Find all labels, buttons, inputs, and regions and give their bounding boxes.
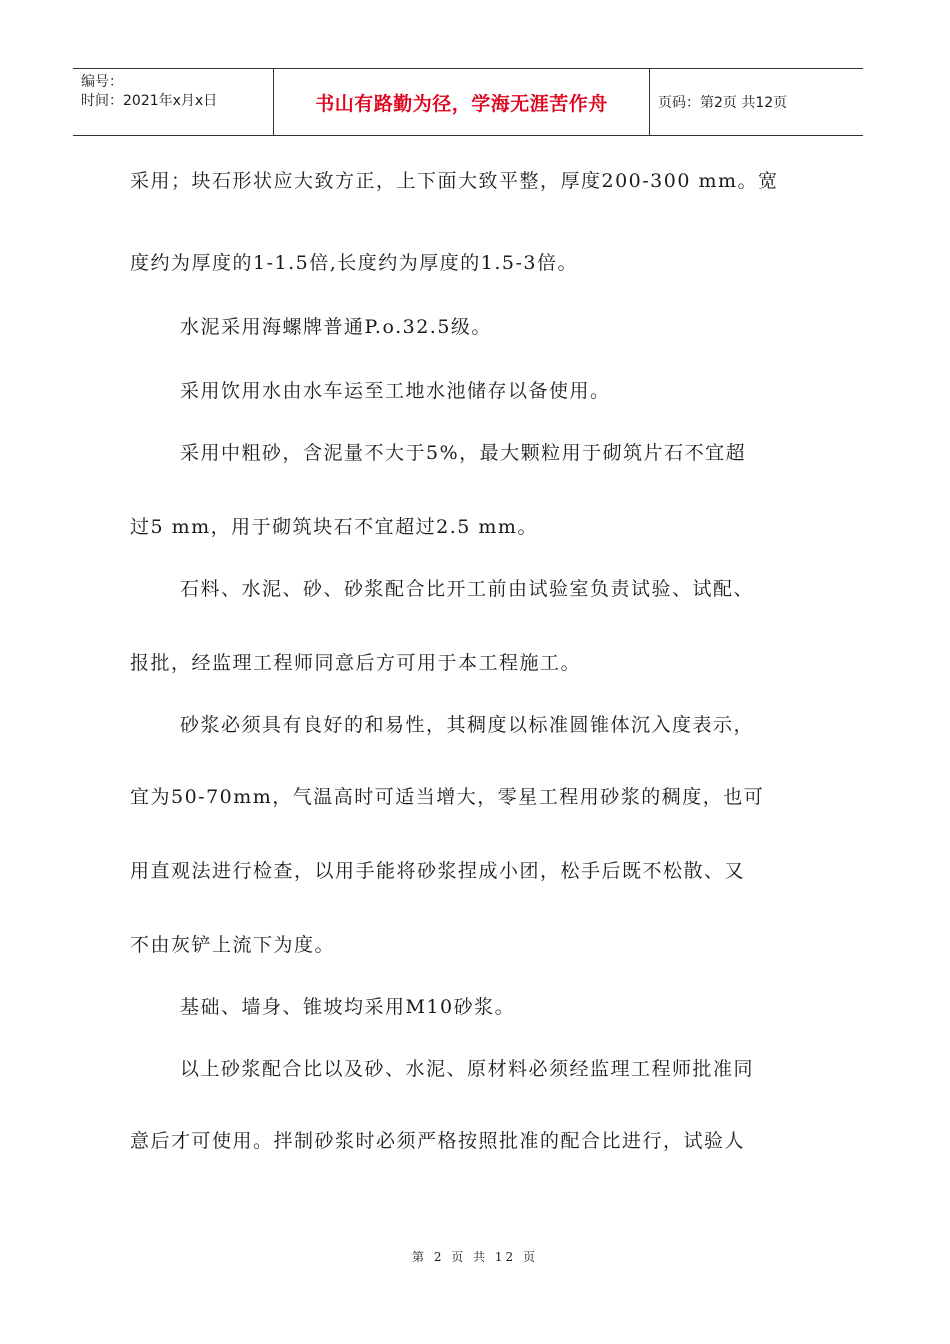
page-footer (0, 1248, 950, 1265)
page-header (73, 68, 863, 136)
body-text-line: 不由灰铲上流下为度。 (130, 934, 336, 956)
body-text-line: 采用饮用水由水车运至工地水池储存以备使用。 (180, 380, 611, 402)
body-text-line: 水泥采用海螺牌普通P.o.32.5级。 (180, 316, 492, 338)
body-text-line: 以上砂浆配合比以及砂、水泥、原材料必须经监理工程师批准同 (180, 1058, 755, 1080)
body-text-line: 基础、墙身、锥坡均采用M10砂浆。 (180, 996, 516, 1018)
document-time-label: 时间：2021年x月x日 (81, 93, 218, 109)
header-page-info: 页码：第2页 共12页 (658, 95, 788, 111)
body-text-line: 宜为50-70mm，气温高时可适当增大，零星工程用砂浆的稠度，也可 (130, 786, 765, 808)
body-text-line: 采用；块石形状应大致方正，上下面大致平整，厚度200-300 mm。宽 (130, 170, 779, 192)
body-text-line: 度约为厚度的1-1.5倍,长度约为厚度的1.5-3倍。 (130, 252, 578, 274)
body-text-line: 采用中粗砂，含泥量不大于5%，最大颗粒用于砌筑片石不宜超 (180, 442, 747, 464)
body-text-line: 意后才可使用。拌制砂浆时必须严格按照批准的配合比进行，试验人 (130, 1130, 746, 1152)
body-text-line: 石料、水泥、砂、砂浆配合比开工前由试验室负责试验、试配、 (180, 578, 755, 600)
body-text-line: 砂浆必须具有良好的和易性，其稠度以标准圆锥体沉入度表示， (180, 714, 755, 736)
body-text-line: 报批，经监理工程师同意后方可用于本工程施工。 (130, 652, 582, 674)
footer-page-number: 第 2 页 共 12 页 (412, 1250, 538, 1264)
header-motto: 书山有路勤为径，学海无涯苦作舟 (274, 69, 650, 135)
header-meta (73, 69, 274, 135)
document-number-label: 编号： (81, 74, 123, 90)
body-text-line: 过5 mm，用于砌筑块石不宜超过2.5 mm。 (130, 516, 538, 538)
body-text-line: 用直观法进行检查，以用手能将砂浆捏成小团，松手后既不松散、又 (130, 860, 746, 882)
